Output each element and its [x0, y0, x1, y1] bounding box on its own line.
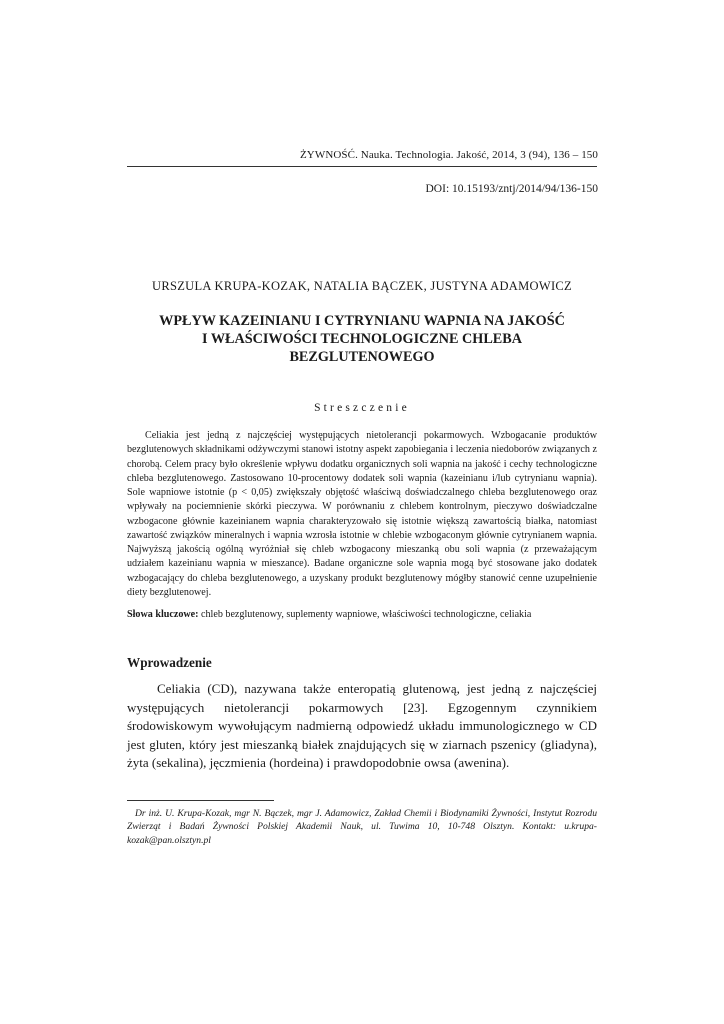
keywords-label: Słowa kluczowe: [127, 609, 199, 620]
running-head: ŻYWNOŚĆ. Nauka. Technologia. Jakość, 2014, 3 (94), 136 – 150 [299, 149, 598, 161]
footnote [127, 807, 597, 847]
footnote-text: Dr inż. U. Krupa-Kozak, mgr N. Bączek, mgr J. Adamowicz, Zakład Chemii i Biodynamiki Żywności, Instytut Rozrodu Zwierząt i Badań Żywności Polskiej Akademii Nauk, ul. Tuwima 10, 10-748 Olsztyn. Kontakt: u.krupa-kozak@pan.olsztyn.pl [127, 808, 597, 846]
abstract [127, 429, 597, 600]
article-title [127, 312, 597, 366]
abstract-text: Celiakia jest jedną z najczęściej występujących nietolerancji pokarmowych. Wzbogacanie produktów bezglutenowych składnikami odżywczymi stanowi istotny aspekt zapobiegania i leczenia niedoborów związanych z chorobą. Celem pracy było określenie wpływu dodatku organicznych soli wapnia na jakość i cechy technologiczne chleba bezglutenowego. Zastosowano 10-procentowy dodatek soli wapnia (kazeinianu i/lub cytrynianu wapnia). Sole wapniowe istotnie (p < 0,05) zwiększały objętość właściwą doświadczalnego chleba bezglutenowego oraz wpływały na pociemnienie skórki pieczywa. W porównaniu z chlebem kontrolnym, pieczywo doświadczalne wzbogacone głównie kazeinianem wapnia charakteryzowało się istotnie większą zawartością białka, natomiast zawartość związków mineralnych i wapnia wzrosła istotnie w chlebie wzbogaconym głównie cytrynianem wapnia. Najwyższą jakością ogólną wyróżniał się chleb wzbogacony mieszanką obu soli wapnia (z przeważającym udziałem kazeinianu wapnia w mieszance). Badane organiczne sole wapnia mogą być stosowane jako dodatek wzbogacający do chleba bezglutenowego, a uzyskany produkt bezglutenowy mógłby stanowić cenne uzupełnienie diety bezglutenowej. [127, 430, 597, 598]
title-line: I WŁAŚCIWOŚCI TECHNOLOGICZNE CHLEBA [202, 331, 522, 347]
keywords-list: chleb bezglutenowy, suplementy wapniowe, właściwości technologiczne, celiakia [198, 609, 532, 620]
doi: DOI: 10.15193/zntj/2014/94/136-150 [425, 183, 598, 195]
authors: URSZULA KRUPA-KOZAK, NATALIA BĄCZEK, JUSTYNA ADAMOWICZ [152, 279, 572, 293]
introduction-body [127, 680, 597, 773]
title-line: BEZGLUTENOWEGO [289, 349, 435, 365]
title-line: WPŁYW KAZEINIANU I CYTRYNIANU WAPNIA NA JAKOŚĆ [159, 313, 565, 329]
section-heading-introduction: Wprowadzenie [127, 655, 212, 670]
abstract-heading: Streszczenie [314, 402, 410, 414]
footnote-rule [127, 800, 274, 801]
introduction-paragraph: Celiakia (CD), nazywana także enteropatią glutenową, jest jedną z najczęściej występujących nietolerancji pokarmowych [23]. Egzogennym czynnikiem środowiskowym wywołującym nadmierną odpowiedź układu immunologicznego w CD jest gluten, który jest mieszanką białek znajdujących się w ziarnach pszenicy (gliadyna), żyta (sekalina), jęczmienia (hordeina) i prawdopodobnie owsa (awenina). [127, 681, 597, 771]
header-rule [127, 166, 597, 167]
keywords [127, 608, 597, 622]
